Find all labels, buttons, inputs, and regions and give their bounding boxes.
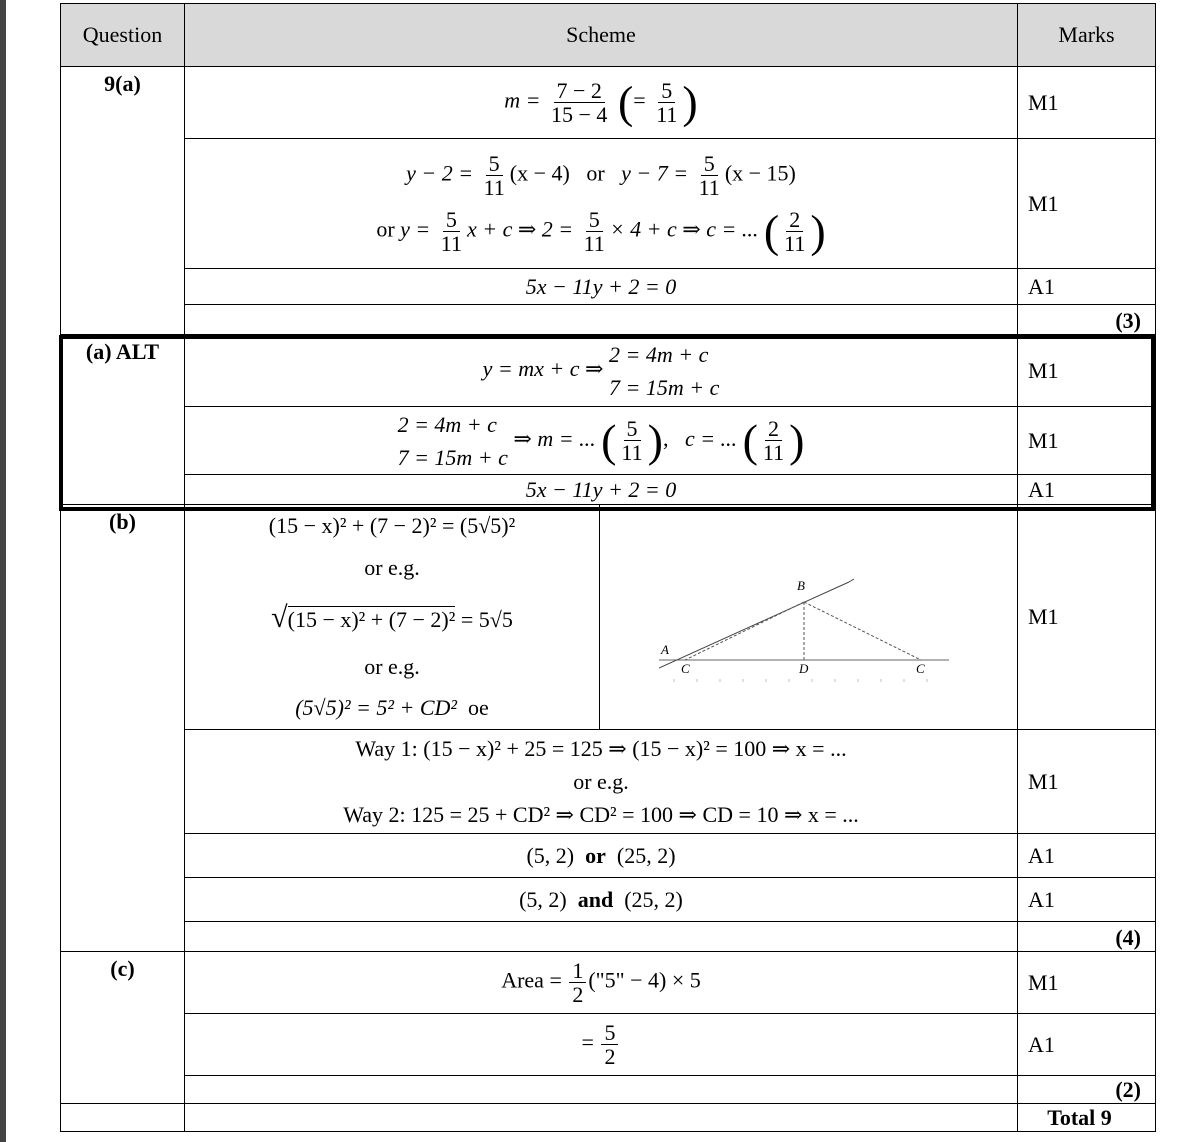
grand-total: Total 9: [1018, 1104, 1156, 1132]
q9a-line-equation: y − 2 = $\frac{5}{11}$ (x − 4) or y − 7 = $\frac{5}{11}$ (x − 15) or y = $\frac{5}{11}$ x + c ⇒ 2 = $\frac{5}{11}$ × 4 + c ⇒ c = ... ( $\frac{2}{11}$ ): [185, 139, 1018, 269]
q9b-mark-4: A1: [1018, 878, 1156, 922]
q9b-row-1: [61, 505, 1156, 730]
gradient-fraction: $\frac{7 - 2}{15 - 4}$: [551, 77, 608, 127]
q9a-final-equation: 5x − 11y + 2 = 0: [185, 269, 1018, 305]
label-b: B: [796, 578, 805, 594]
q9a-label: 9(a): [61, 67, 185, 335]
line-ab: [659, 582, 849, 668]
q9b-eq-1: (15 − x)² + (7 − 2)² = (5√5)²: [268, 513, 516, 538]
alt-final-equation: 5x − 11y + 2 = 0: [185, 475, 1018, 505]
q9c-total-row: [61, 1076, 1156, 1104]
q9a-row-1: [61, 67, 1156, 139]
q9a-row-2: [61, 139, 1156, 269]
label-c2: C: [915, 661, 925, 677]
alt-row-2: [61, 407, 1156, 475]
alt-mark-2: M1: [1018, 407, 1156, 475]
header-marks: Marks: [1018, 4, 1156, 67]
alt-solve: 2 = 4m + c 7 = 15m + c ⇒ m = ... ( $\frac{5}{11}$ ), c = ... ( $\frac{2}{11}$ ): [185, 407, 1018, 475]
alt-label: (a) ALT: [61, 335, 185, 505]
q9a-mark-3: A1: [1018, 269, 1156, 305]
q9a-gradient: m = $\frac{7 - 2}{15 - 4}$ (= $\frac{5}{11}$ ): [185, 67, 1018, 139]
q9b-mark-1: M1: [1018, 505, 1156, 730]
q9a-total: (3): [1018, 305, 1156, 335]
header-question: Question: [61, 4, 185, 67]
q9c-answer: = $\frac{5}{2}$: [185, 1014, 1018, 1076]
q9b-row-4: [61, 878, 1156, 922]
header-row: [61, 4, 1156, 67]
q9a-mark-2: M1: [1018, 139, 1156, 269]
q9b-distance-equations: (15 − x)² + (7 − 2)² = (5√5)² or e.g. √(15 − x)² + (7 − 2)² = 5√5 or e.g. (5√5)² = 5² + CD² oe: [185, 505, 600, 730]
q9c-area: Area = $\frac{1}{2}$ ("5" − 4) × 5: [185, 952, 1018, 1014]
q9c-mark-1: M1: [1018, 952, 1156, 1014]
q9b-points-or: (5, 2) or (25, 2): [185, 834, 1018, 878]
axis-ticks: [674, 679, 927, 682]
alt-mark-1: M1: [1018, 335, 1156, 407]
q9c-row-1: [61, 952, 1156, 1014]
alt-row-1: [61, 335, 1156, 407]
q9c-total: (2): [1018, 1076, 1156, 1104]
q9b-total: (4): [1018, 922, 1156, 952]
q9b-points-and: (5, 2) and (25, 2): [185, 878, 1018, 922]
q9b-eq-3: (5√5)² = 5² + CD² oe: [295, 695, 489, 721]
q9b-label: (b): [61, 505, 185, 952]
q9c-label: (c): [61, 952, 185, 1104]
q9b-diagram-cell: [600, 505, 1018, 730]
triangle-diagram: [659, 552, 959, 682]
q9a-row-3: [61, 269, 1156, 305]
page-left-edge: [0, 0, 6, 1142]
grand-total-row: [61, 1104, 1156, 1132]
q9b-total-row: [61, 922, 1156, 952]
dashed-bc: [804, 602, 921, 660]
label-a: A: [660, 642, 669, 658]
header-scheme: Scheme: [185, 4, 1018, 67]
q9c-mark-2: A1: [1018, 1014, 1156, 1076]
q9b-eq-2: √(15 − x)² + (7 − 2)² = 5√5: [271, 600, 513, 634]
q9b-mark-2: M1: [1018, 730, 1156, 834]
q9a-total-row: [61, 305, 1156, 335]
mark-scheme-table: [60, 3, 1156, 1132]
alt-simultaneous-setup: y = mx + c ⇒ 2 = 4m + c 7 = 15m + c: [185, 335, 1018, 407]
q9a-mark-1: M1: [1018, 67, 1156, 139]
alt-row-3: [61, 475, 1156, 505]
q9c-row-2: [61, 1014, 1156, 1076]
label-d: D: [798, 661, 808, 677]
q9b-mark-3: A1: [1018, 834, 1156, 878]
q9b-row-2: [61, 730, 1156, 834]
alt-mark-3: A1: [1018, 475, 1156, 505]
q9b-row-3: [61, 834, 1156, 878]
label-c1: C: [680, 661, 690, 677]
q9b-solve: Way 1: (15 − x)² + 25 = 125 ⇒ (15 − x)² = 100 ⇒ x = ... or e.g. Way 2: 125 = 25 + CD² ⇒ CD² = 100 ⇒ CD = 10 ⇒ x = ...: [185, 730, 1018, 834]
